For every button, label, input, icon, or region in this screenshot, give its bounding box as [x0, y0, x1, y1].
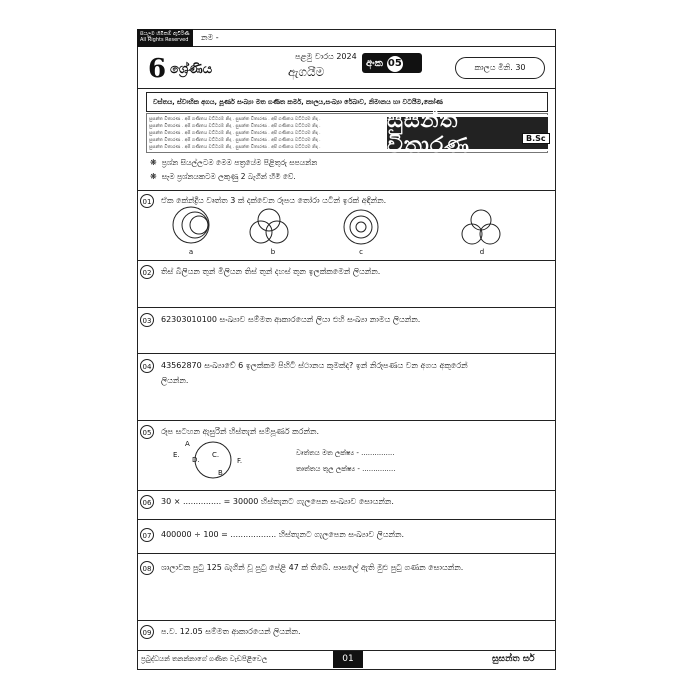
test-title: ඇගයීම [288, 65, 325, 79]
question-text: 400000 ÷ 100 = .................. හිස්තැනට ගැලපෙන සංඛ්‍යාව ලියන්න. [161, 530, 405, 539]
watermark-text: සුසන්ත විතාරණ . අපි ගණිතය වට්ටරම නිදා . සුසන්ත විතාරණ . අපි ගණිතය වට්ටරම නිදා . [149, 138, 321, 143]
unit-number: 05 [387, 56, 403, 72]
question-divider [137, 553, 556, 554]
watermark-text: සුසන්ත විතාරණ . අපි ගණිතය වට්ටරම නිදා . සුසන්ත විතාරණ . අපි ගණිතය වට්ටරම නිදා . [149, 117, 321, 122]
brand-logo: සුසන්ත විතාරණ [385, 115, 550, 151]
instruction-text: ප්‍රශ්න සියල්ලටම මෙම පත්‍රයේම පිළිතුරු සපයන්න [161, 158, 318, 167]
question-text: ප.ව. 12.05 සම්මත ආකාරයෙන් ලියන්න. [161, 627, 301, 636]
watermark-text: සුසන්ත විතාරණ . අපි ගණිතය වට්ටරම නිදා . සුසන්ත විතාරණ . අපි ගණිතය වට්ටරම නිදා . [149, 131, 321, 136]
footer-author: සුසන්ත සර් [492, 654, 535, 664]
time-badge: කාලය මිනි. 30 [455, 57, 545, 79]
unit-label: අංක [366, 58, 383, 69]
option-c-label: c [359, 248, 363, 256]
option-b-figure[interactable] [250, 209, 288, 243]
question-divider [137, 519, 556, 520]
option-a-figure[interactable] [173, 207, 209, 243]
question-divider [137, 190, 556, 191]
question-divider [137, 490, 556, 491]
question-number: 09 [140, 625, 154, 639]
brand-logo-tag: B.Sc [522, 133, 550, 144]
question-number: 06 [140, 495, 154, 509]
name-field[interactable] [193, 29, 556, 47]
instruction-text: සෑම ප්‍රශ්නයකටම ලකුණු 2 බැගින් හිමි වේ. [161, 172, 296, 181]
option-d-figure[interactable] [462, 210, 500, 244]
point-label: A [185, 440, 190, 448]
question-number: 07 [140, 528, 154, 542]
point-label: D. [192, 456, 200, 464]
question-divider [137, 260, 556, 261]
point-label: F. [237, 457, 243, 465]
grade-number: 6 [148, 54, 167, 84]
question-text: රූප සටහන ඇසුරින් හිස්තැන් සම්පූර්ණ කරන්න. [161, 427, 319, 436]
question-divider [137, 307, 556, 308]
copyright-notice: සියලුම හිමිකම් ඇවිරිණි All Rights Reserved [137, 29, 193, 47]
question-number: 05 [140, 425, 154, 439]
question-number: 04 [140, 359, 154, 373]
watermark-text: සුසන්ත විතාරණ . අපි ගණිතය වට්ටරම නිදා . සුසන්ත විතාරණ . අපි ගණිතය වට්ටරම නිදා . [149, 124, 321, 129]
watermark-text: සුසන්ත විතාරණ . අපි ගණිතය වට්ටරම නිදා . සුසන්ත විතාරණ . අපි ගණිතය වට්ටරම නිදා . [149, 145, 321, 150]
question-divider [137, 620, 556, 621]
question-number: 03 [140, 313, 154, 327]
question-text: ශාලාවක පුටු 125 බැගින් වූ පුටු පේළි 47 ක් තිබේ. පාසලේ ඇති මුළු පුටු ගණන සොයන්න. [161, 563, 464, 572]
answer-line-inside-circle[interactable]: තෘත්තය තුල ලක්ෂ්‍ය - ............... [296, 465, 396, 473]
question-number: 02 [140, 265, 154, 279]
point-label: C. [212, 451, 220, 459]
topics-box: වස්තය, ස්වාභික අගය, පූර්ණ සංඛ්‍යා මත ගණිත කර්ම, කාලය,සංඛ්‍යා රේඛාව, නිමානය හා වටයීම,කෝණ [146, 92, 548, 112]
grade-label: ශ්‍රේණිය [170, 62, 213, 77]
circle-options-figure [165, 205, 510, 257]
answer-line-on-circle[interactable]: වෘත්තය මත ලක්ෂ්‍ය - ............... [296, 449, 395, 457]
instruction-1 [150, 158, 317, 168]
question-text: තිස් බිලියන තුන් මිලියන තිස් තුන් දහස් තුන ඉලක්කමෙන් ලියන්න. [161, 267, 381, 276]
term-label: පළමු වාරය 2024 [295, 52, 357, 61]
point-label: E. [173, 451, 180, 459]
question-divider [137, 420, 556, 421]
instruction-2 [150, 172, 296, 182]
unit-badge [362, 53, 422, 73]
option-c-figure[interactable] [344, 210, 378, 244]
footer-series-name: ප්‍රබුද්ධයන් තනන්නාගේ ගණිත වැඩපිළිවෙල [141, 655, 268, 663]
question-text: 43562870 සංඛ්‍යාවේ 6 ඉලක්කම පිහිටි ස්ථානය කුමක්ද? ඉන් නිරූපණය වන අගය අකුරෙන් [161, 361, 468, 370]
option-a-label: a [188, 248, 194, 256]
question-text: ඒක කේන්ද්‍රීය වෘත්ත 3 ක් දක්වෙන රූපය තෝරා යටින් ඉරක් අඳින්න. [161, 196, 387, 205]
option-b-label: b [270, 248, 276, 256]
question-number: 08 [140, 561, 154, 575]
question-text: 62303010100 සංඛ්‍යාව සම්මත ආකාරයෙන් ලියා එහි සංඛ්‍යා නාමය ලියන්න. [161, 315, 421, 324]
point-label: B [218, 469, 223, 477]
star-icon: ❋ [150, 158, 157, 167]
page-number: 01 [333, 651, 363, 668]
star-icon: ❋ [150, 172, 157, 181]
option-d-label: d [479, 248, 485, 256]
question-number: 01 [140, 194, 154, 208]
question-text-continued: ලියන්න. [161, 376, 189, 385]
name-label: නම - [201, 33, 219, 42]
question-divider [137, 353, 556, 354]
question-text: 30 × ............... = 30000 හිස්තැනට ගැලපෙන සංඛ්‍යාව සොයන්න. [161, 497, 394, 506]
